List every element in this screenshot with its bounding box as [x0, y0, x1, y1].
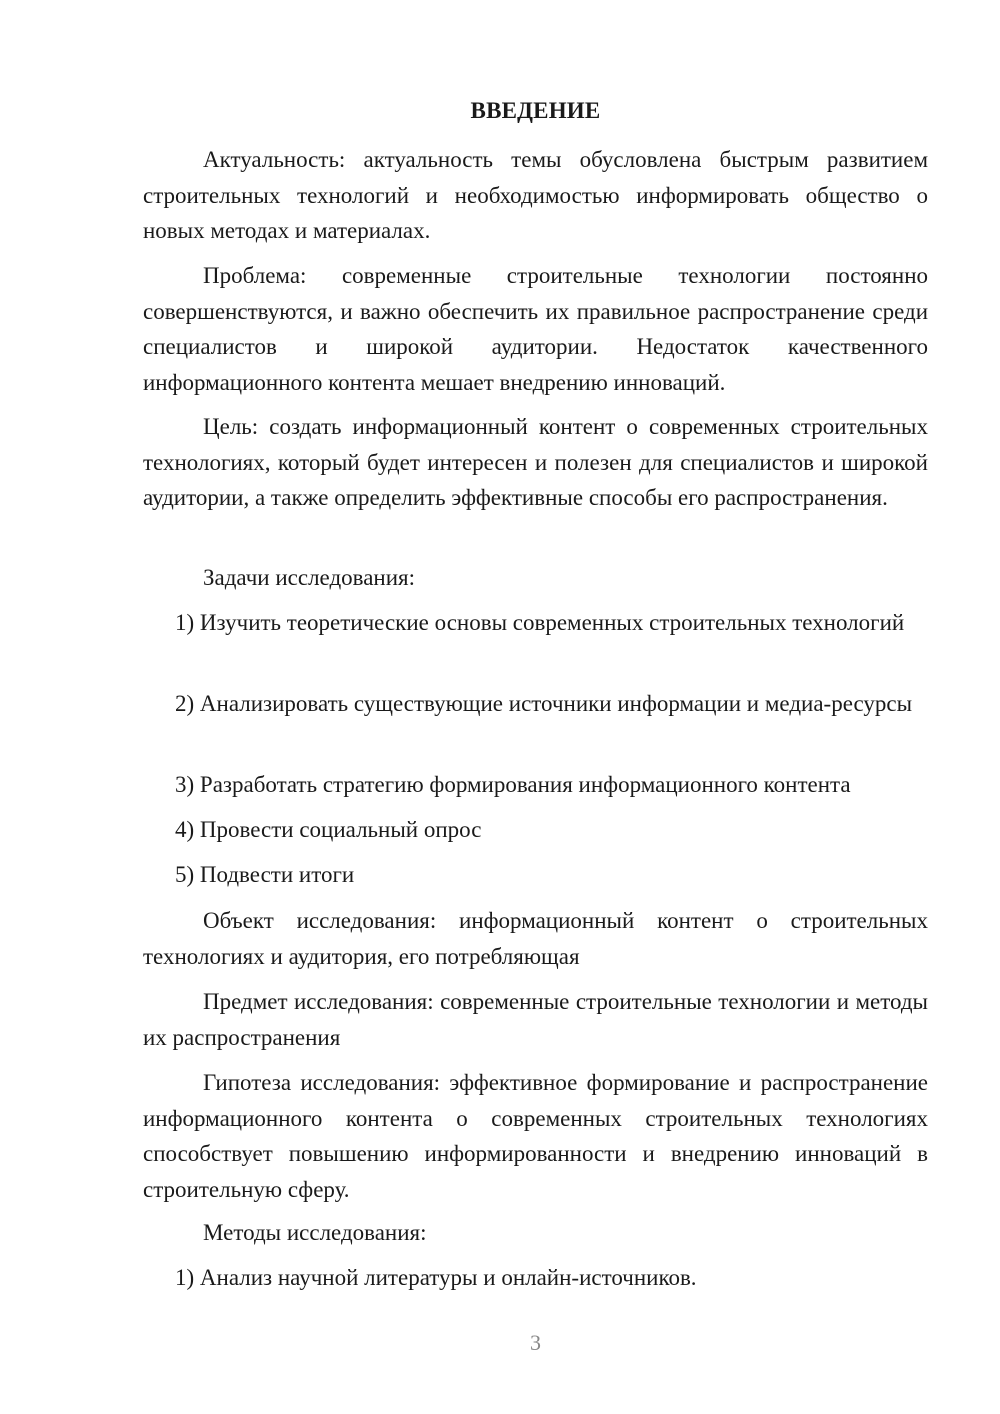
section-heading: ВВЕДЕНИЕ	[470, 98, 601, 123]
tasks-title: Задачи исследования:	[203, 565, 416, 590]
paragraph-relevance: Актуальность: актуальность темы обусловлена быстрым развитием строительных технологий и необходимостью информировать общество о новых методах и материалах.	[143, 147, 928, 243]
document-page	[143, 0, 928, 1414]
methods-title: Методы исследования:	[203, 1220, 427, 1245]
list-item-task-3: 3) Разработать стратегию формирования информационного контента	[175, 772, 851, 797]
list-item-task-1: 1) Изучить теоретические основы современных строительных технологий	[175, 610, 905, 635]
paragraph-object: Объект исследования: информационный контент о строительных технологиях и аудитория, его потребляющая	[143, 908, 928, 969]
list-item-task-5: 5) Подвести итоги	[175, 862, 355, 887]
list-item-task-2: 2) Анализировать существующие источники информации и медиа-ресурсы	[175, 691, 913, 716]
paragraph-goal: Цель: создать информационный контент о современных строительных технологиях, который будет интересен и полезен для специалистов и широкой аудитории, а также определить эффективные способы его распространения.	[143, 414, 928, 510]
paragraph-subject: Предмет исследования: современные строительные технологии и методы их распространения	[143, 989, 928, 1050]
list-item-method-1: 1) Анализ научной литературы и онлайн-источников.	[175, 1265, 697, 1290]
paragraph-problem: Проблема: современные строительные технологии постоянно совершенствуются, и важно обеспечить их правильное распространение среди специалистов и широкой аудитории. Недостаток качественного информационного контента мешает внедрению инноваций.	[143, 263, 928, 395]
paragraph-hypothesis: Гипотеза исследования: эффективное формирование и распространение информационного контента о современных строительных технологиях способствует повышению информированности и внедрению инноваций в строительную сферу.	[143, 1070, 928, 1202]
list-item-task-4: 4) Провести социальный опрос	[175, 817, 482, 842]
page-number: 3	[530, 1330, 541, 1355]
